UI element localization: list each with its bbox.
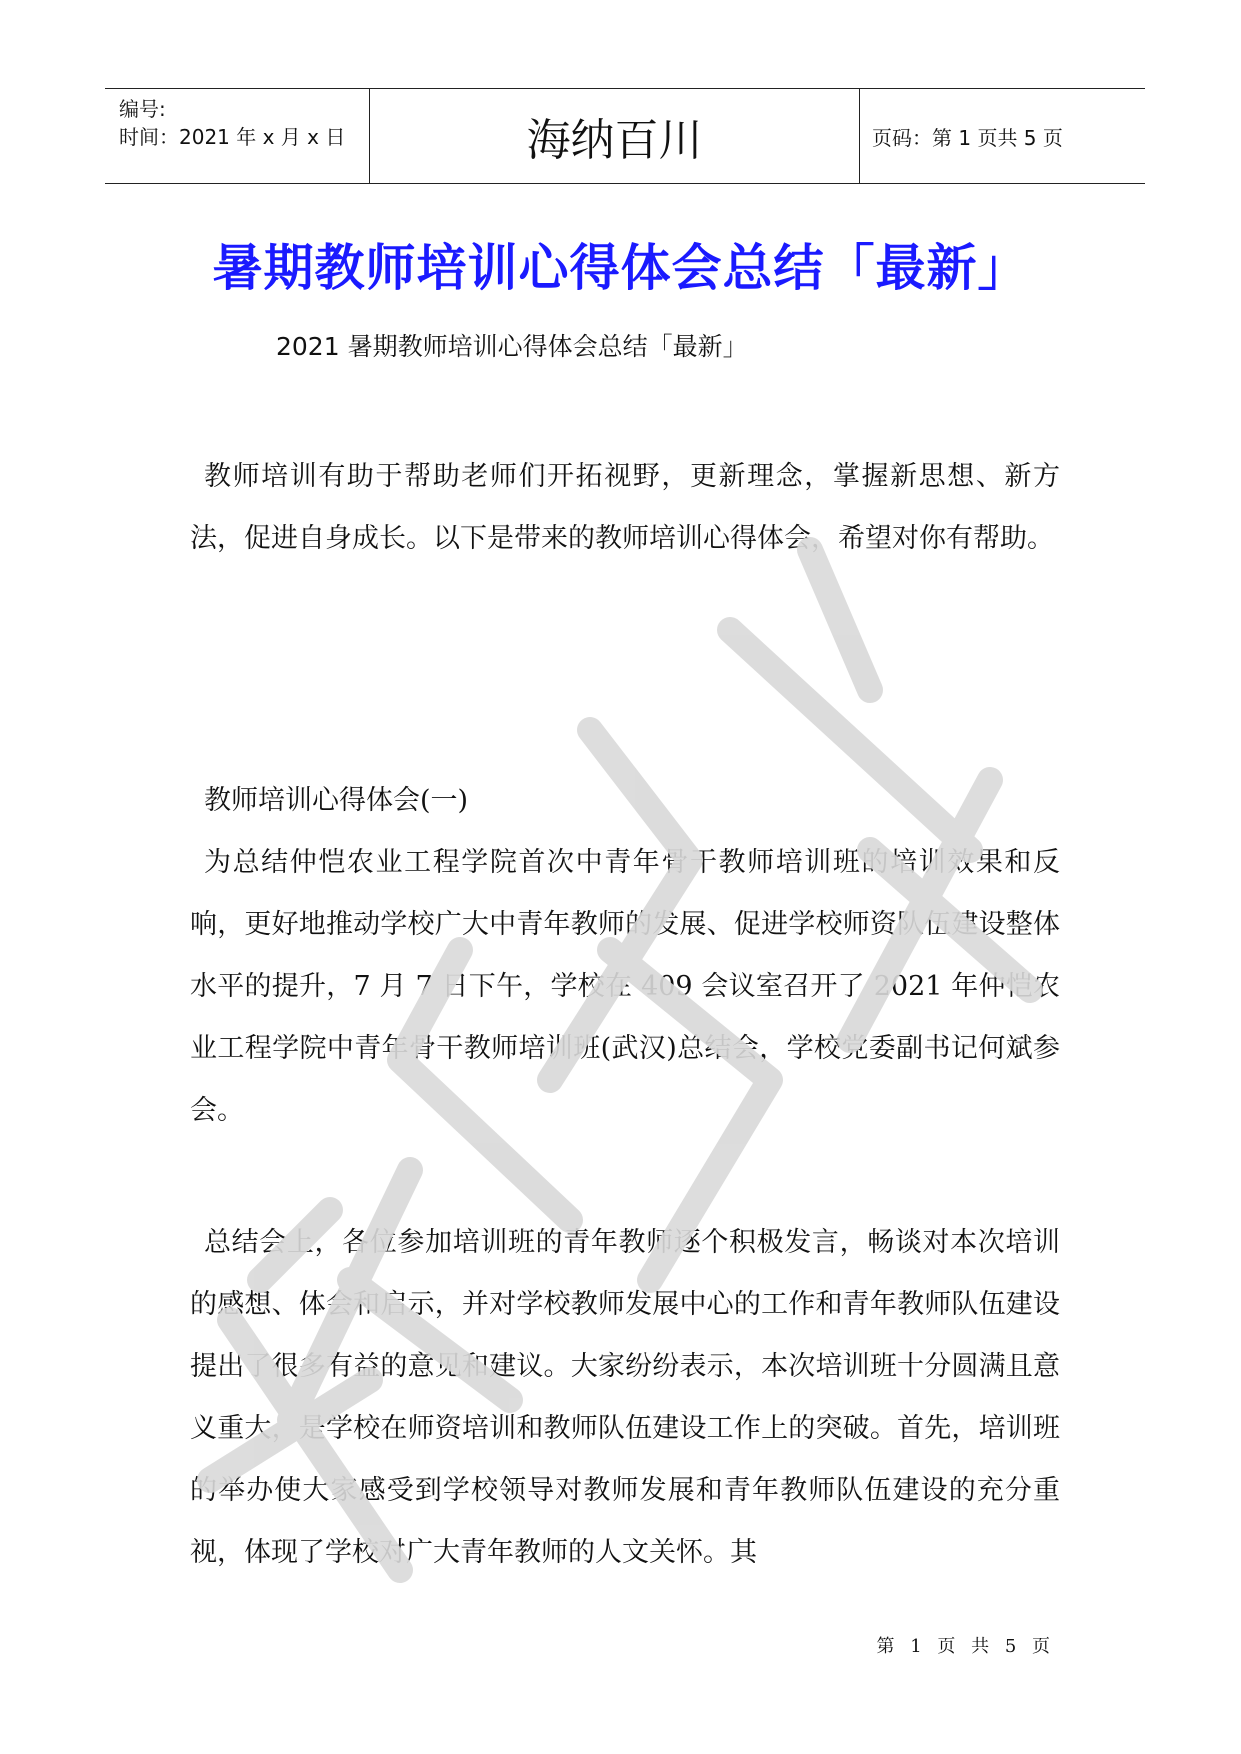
body-paragraph-2: 总结会上，各位参加培训班的青年教师逐个积极发言，畅谈对本次培训的感想、体会和启示，并对学校教师发展中心的工作和青年教师队伍建设提出了很多有益的意见和建议。大家纷纷表示，本次培训班十分圆满且意义重大，是学校在师资培训和教师队伍建设工作上的突破。首先，培训班的举办使大家感受到学校领导对教师发展和青年教师队伍建设的充分重视，体现了学校对广大青年教师的人文关怀。其 [190, 1227, 1060, 1568]
page-footer: 第 1 页 共 5 页 [876, 1636, 1055, 1657]
document-subtitle: 2021 暑期教师培训心得体会总结「最新」 [276, 332, 748, 361]
section-one [190, 770, 1060, 1142]
section-two [190, 1212, 1060, 1584]
header-meta [105, 89, 370, 183]
header-brand: 海纳百川 [370, 89, 860, 183]
document-time-label: 时间：2021 年 x 月 x 日 [119, 125, 346, 149]
body-paragraph-1: 为总结仲恺农业工程学院首次中青年骨干教师培训班的培训效果和反响，更好地推动学校广大中青年教师的发展、促进学校师资队伍建设整体水平的提升，7 月 7 日下午，学校在 409 会议室召开了 2021 年仲恺农业工程学院中青年骨干教师培训班(武汉)总结会，学校党委副书记何斌参会。 [190, 847, 1060, 1126]
document-number-label: 编号: [119, 97, 166, 121]
header-table [105, 88, 1145, 184]
document-title: 暑期教师培训心得体会总结「最新」 [212, 239, 1029, 297]
intro-section [190, 446, 1060, 570]
section-heading: 教师培训心得体会(一) [204, 785, 469, 816]
intro-paragraph: 教师培训有助于帮助老师们开拓视野，更新理念，掌握新思想、新方法，促进自身成长。以下是带来的教师培训心得体会，希望对你有帮助。 [190, 461, 1060, 554]
header-page-label: 页码：第 1 页共 5 页 [872, 125, 1063, 150]
